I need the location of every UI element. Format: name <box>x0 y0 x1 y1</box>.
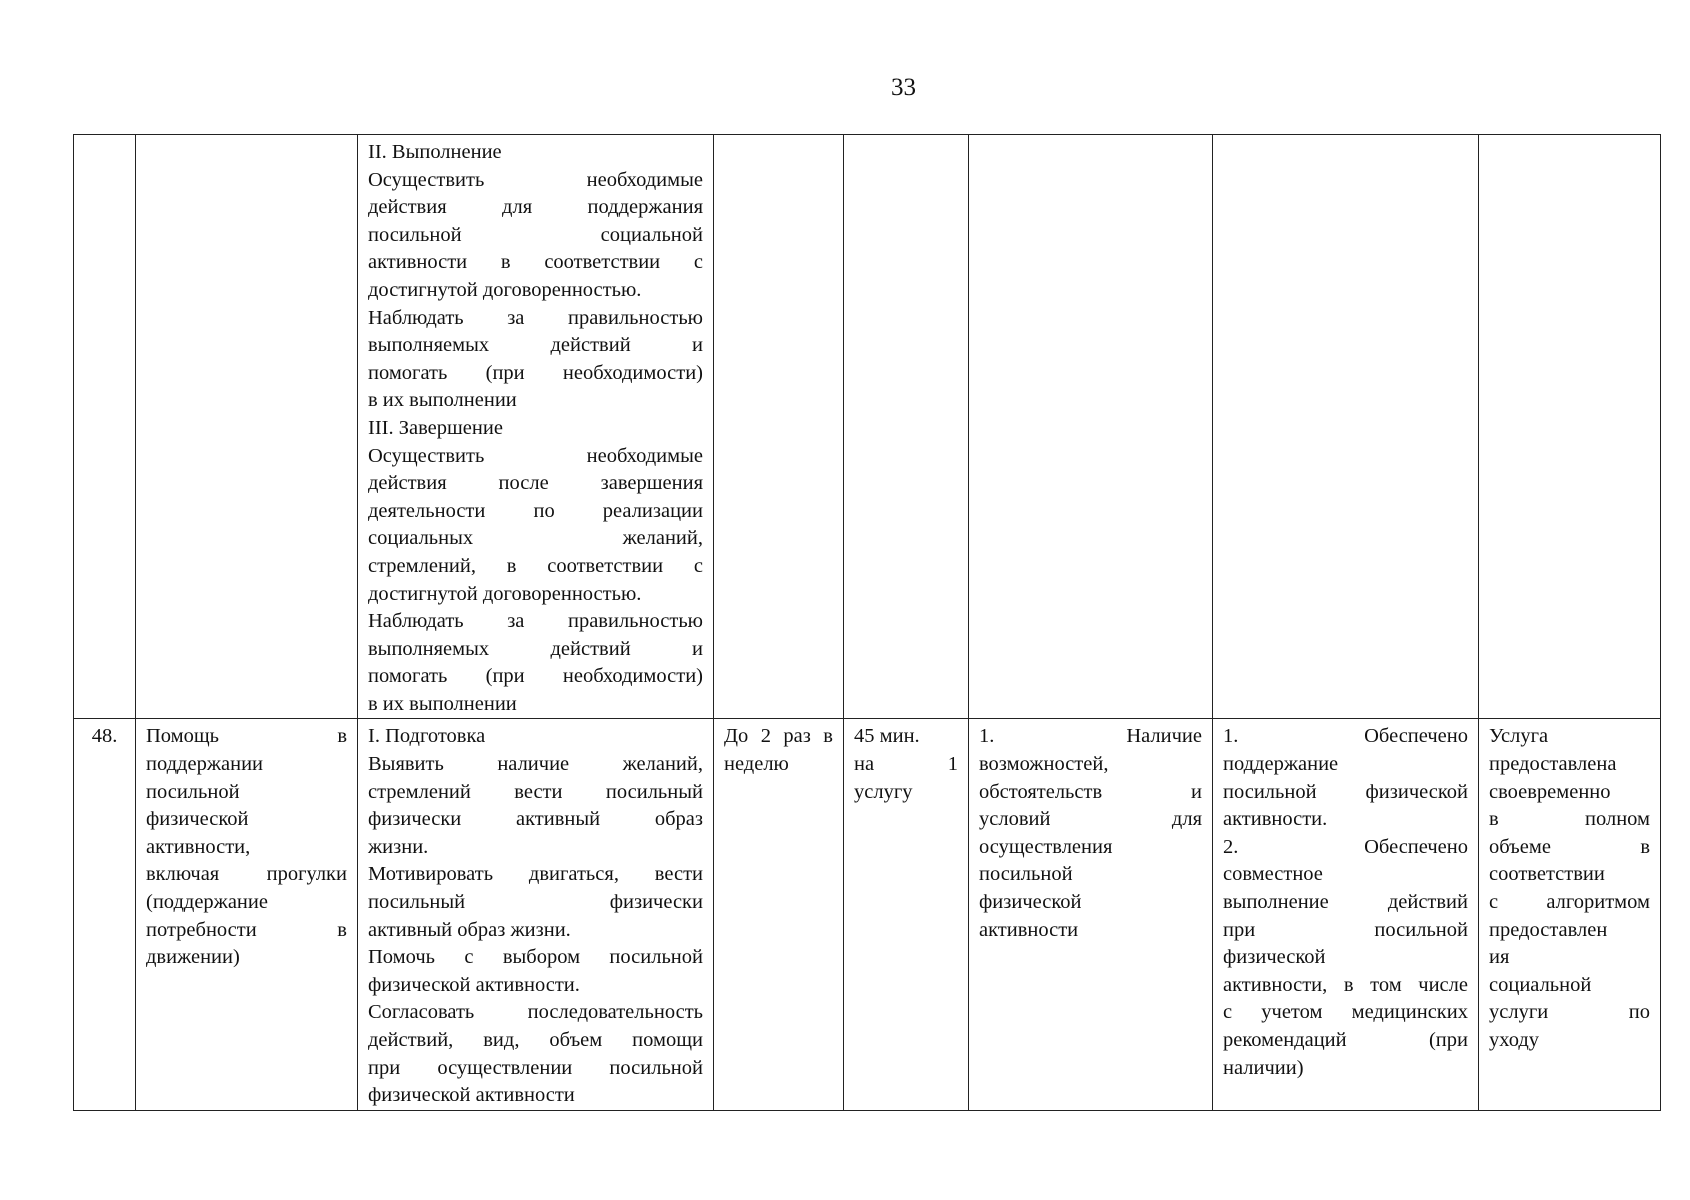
cell-text-line: Выявить наличие желаний, <box>368 753 703 776</box>
cell-text-line: поддержании <box>146 753 264 776</box>
cell-text-line: стремлений, в соответствии с <box>368 554 703 577</box>
cell-text-line: физической активности <box>368 1084 575 1107</box>
cell-text-line: выполняемых действий и <box>368 334 703 357</box>
cell-procedure <box>358 719 714 1110</box>
cell-text-line: достигнутой договоренностью. <box>368 582 642 605</box>
cell-text-line: III. Завершение <box>368 416 503 439</box>
cell-text-line: выполняемых действий и <box>368 637 703 660</box>
cell-text-line: посильной социальной <box>368 223 703 246</box>
cell-text-line: объеме в <box>1489 835 1650 858</box>
cell-text-line: (поддержание <box>146 891 268 914</box>
cell-duration <box>844 719 969 1110</box>
page-number: 33 <box>891 74 916 101</box>
cell-text-line: услуги по <box>1489 1001 1650 1024</box>
cell-text-line: с алгоритмом <box>1489 891 1650 914</box>
cell-text-line: на 1 <box>854 753 958 776</box>
cell-result-indicators <box>1213 719 1479 1110</box>
services-table <box>73 134 1661 1111</box>
cell-text-line: деятельности по реализации <box>368 499 703 522</box>
cell-text-line: поддержание <box>1223 753 1339 776</box>
cell-text-line: Осуществить необходимые <box>368 444 703 467</box>
cell-service-name <box>136 135 358 719</box>
cell-text-line: 2. Обеспечено <box>1223 835 1468 858</box>
cell-text-line: Наблюдать за правильностью <box>368 610 703 633</box>
cell-duration <box>844 135 969 719</box>
cell-text-line: обстоятельств и <box>979 780 1202 803</box>
cell-text-line: выполнение действий <box>1223 891 1468 914</box>
cell-text-line: помогать (при необходимости) <box>368 665 703 688</box>
cell-text-line: физической <box>1223 946 1326 969</box>
cell-text-line: соответствии <box>1489 863 1605 886</box>
cell-text-line: I. Подготовка <box>368 725 486 748</box>
cell-text-line: Помочь с выбором посильной <box>368 946 703 969</box>
cell-text-line: 45 мин. <box>854 725 920 748</box>
cell-text-line: действия для поддержания <box>368 196 703 219</box>
table-row-cont <box>74 135 1661 719</box>
cell-text-line: активности. <box>1223 808 1328 831</box>
cell-text-line: совместное <box>1223 863 1323 886</box>
cell-quality-assessment <box>1479 719 1661 1110</box>
cell-text-line: в их выполнении <box>368 692 517 715</box>
cell-text-line: осуществления <box>979 835 1113 858</box>
cell-text-line: своевременно <box>1489 780 1611 803</box>
cell-periodicity <box>714 719 844 1110</box>
cell-text-line: Услуга <box>1489 725 1549 748</box>
cell-text-line: при осуществлении посильной <box>368 1056 703 1079</box>
cell-text-line: До 2 раз в <box>724 725 833 748</box>
cell-text-line: Осуществить необходимые <box>368 168 703 191</box>
cell-text-line: социальных желаний, <box>368 527 703 550</box>
cell-text-line: наличии) <box>1223 1056 1304 1079</box>
cell-text-line: физической <box>979 891 1082 914</box>
cell-text-line: достигнутой договоренностью. <box>368 278 642 301</box>
cell-text-line: II. Выполнение <box>368 141 502 163</box>
cell-text-line: физически активный образ <box>368 808 703 831</box>
cell-conditions <box>969 135 1213 719</box>
cell-text-line: посильной <box>979 863 1073 886</box>
cell-text-line: при посильной <box>1223 918 1468 941</box>
cell-text-line: предоставлен <box>1489 918 1608 941</box>
cell-result-indicators <box>1213 135 1479 719</box>
cell-text-line: физической активности. <box>368 973 580 996</box>
cell-text-line: социальной <box>1489 973 1592 996</box>
cell-text-line: Мотивировать двигаться, вести <box>368 863 703 886</box>
cell-text-line: условий для <box>979 808 1202 831</box>
cell-text-line: рекомендаций (при <box>1223 1029 1468 1051</box>
cell-text-line: активности, в том числе <box>1223 973 1468 996</box>
cell-quality-assessment <box>1479 135 1661 719</box>
cell-text-line: движении) <box>146 946 240 969</box>
cell-text-line: в их выполнении <box>368 389 517 412</box>
cell-text-line: возможностей, <box>979 753 1109 776</box>
cell-procedure <box>358 135 714 719</box>
cell-text-line: включая прогулки <box>146 863 347 886</box>
cell-text-line: посильной <box>146 780 240 803</box>
cell-text-line: действия после завершения <box>368 472 703 495</box>
cell-text-line: ия <box>1489 946 1510 969</box>
cell-text-line: жизни. <box>368 835 429 858</box>
cell-text-line: активный образ жизни. <box>368 918 571 941</box>
cell-text-line: уходу <box>1489 1029 1540 1051</box>
cell-text-line: Помощь в <box>146 725 347 748</box>
cell-text-line: помогать (при необходимости) <box>368 361 703 384</box>
cell-text-line: Наблюдать за правильностью <box>368 306 703 329</box>
cell-text-line: предоставлена <box>1489 753 1617 776</box>
cell-text-line: активности, <box>146 835 251 858</box>
cell-text-line: услугу <box>854 780 913 803</box>
cell-text-line: 1. Наличие <box>979 725 1202 748</box>
cell-text-line: физической <box>146 808 249 831</box>
cell-text-line: посильный физически <box>368 891 703 914</box>
cell-periodicity <box>714 135 844 719</box>
cell-text-line: 1. Обеспечено <box>1223 725 1468 748</box>
cell-number <box>74 719 136 1110</box>
cell-text-line: посильной физической <box>1223 780 1468 803</box>
cell-text-line: действий, вид, объем помощи <box>368 1029 703 1051</box>
cell-number <box>74 135 136 719</box>
cell-text-line: неделю <box>724 753 789 776</box>
cell-text-line: потребности в <box>146 918 347 941</box>
row-number: 48. <box>91 725 118 748</box>
cell-text-line: с учетом медицинских <box>1223 1001 1468 1024</box>
cell-conditions <box>969 719 1213 1110</box>
cell-text-line: в полном <box>1489 808 1650 831</box>
table-row-48 <box>74 719 1661 1110</box>
cell-text-line: активности <box>979 918 1079 941</box>
cell-text-line: Согласовать последовательность <box>368 1001 703 1024</box>
cell-text-line: активности в соответствии с <box>368 251 703 274</box>
cell-service-name <box>136 719 358 1110</box>
cell-text-line: стремлений вести посильный <box>368 780 703 803</box>
